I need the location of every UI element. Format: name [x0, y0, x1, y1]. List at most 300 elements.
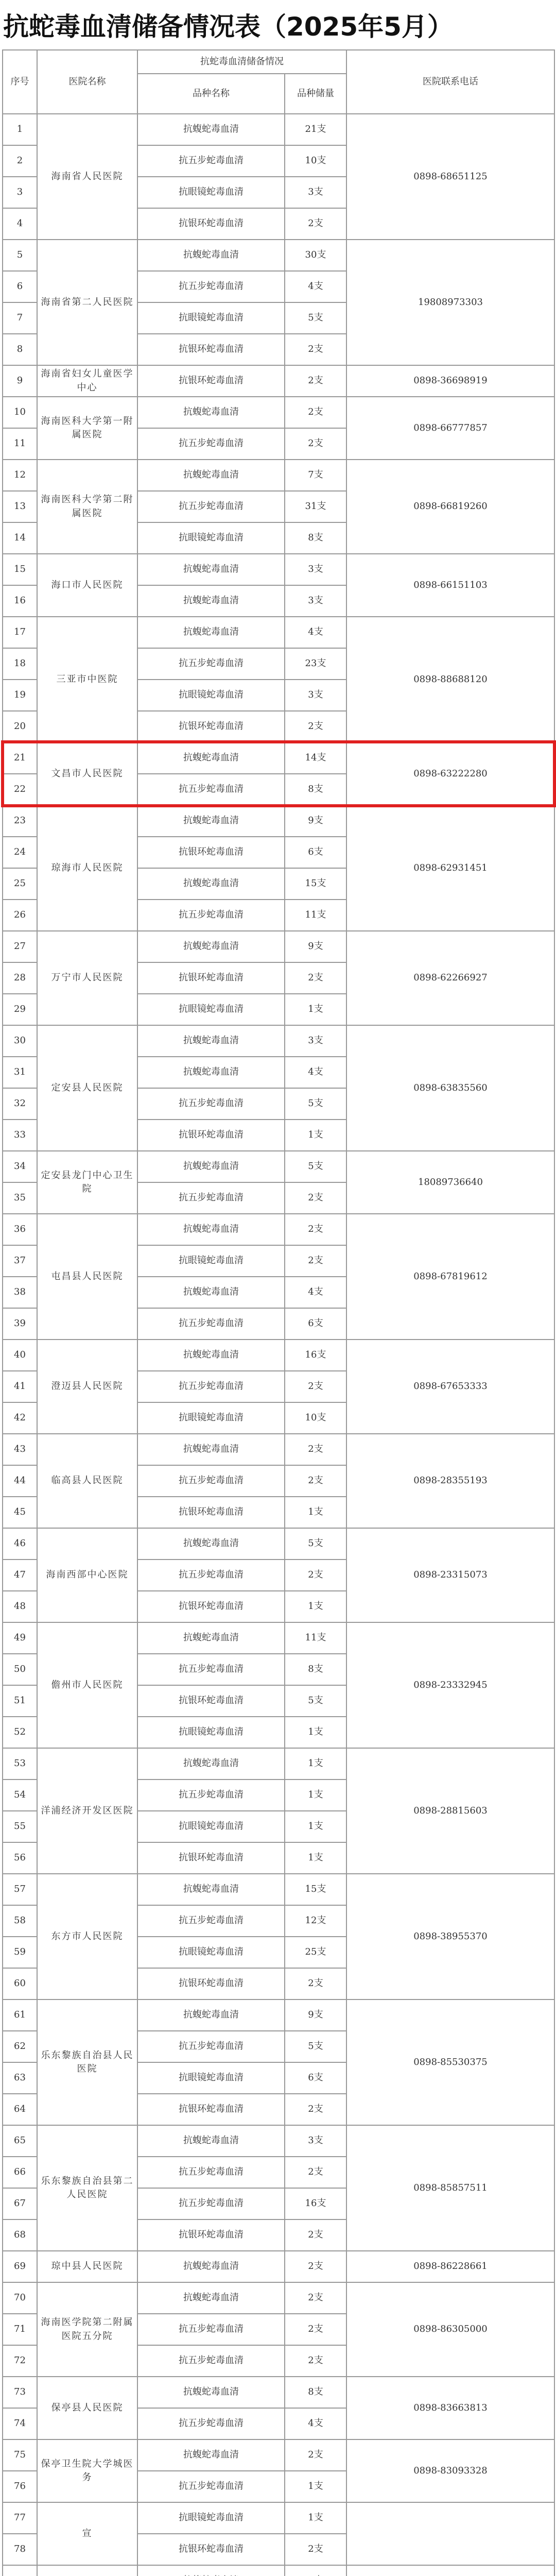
phone-cell: 0898-85530375 [346, 1999, 554, 2125]
seq-cell: 36 [3, 1214, 37, 1245]
stock-cell: 9支 [285, 1999, 346, 2031]
variety-cell: 抗蝮蛇毒血清 [137, 1025, 285, 1057]
stock-cell: 6支 [285, 837, 346, 868]
seq-cell: 15 [3, 554, 37, 585]
seq-cell: 73 [3, 2377, 37, 2408]
phone-cell: 0898-28815603 [346, 1748, 554, 1874]
stock-cell: 4支 [285, 2408, 346, 2439]
serum-reserve-table [2, 49, 555, 2576]
variety-cell: 抗蝮蛇毒血清 [137, 805, 285, 837]
seq-cell: 49 [3, 1622, 37, 1654]
stock-cell: 8支 [285, 774, 346, 805]
stock-cell: 1支 [285, 1811, 346, 1842]
table-row [3, 2502, 554, 2534]
seq-cell: 28 [3, 962, 37, 994]
variety-cell: 抗眼镜蛇毒血清 [137, 1811, 285, 1842]
seq-cell: 18 [3, 648, 37, 680]
seq-cell: 55 [3, 1811, 37, 1842]
seq-cell: 71 [3, 2314, 37, 2345]
variety-cell: 抗蝮蛇毒血清 [137, 460, 285, 491]
stock-cell: 16支 [285, 1340, 346, 1371]
stock-cell: 4支 [285, 271, 346, 302]
variety-cell: 抗银环蛇毒血清 [137, 208, 285, 240]
table-row [3, 397, 554, 428]
stock-cell: 1支 [285, 1717, 346, 1748]
variety-cell: 抗眼镜蛇毒血清 [137, 2502, 285, 2534]
stock-cell: 2支 [285, 2251, 346, 2282]
stock-cell: 7支 [285, 460, 346, 491]
variety-cell: 抗银环蛇毒血清 [137, 1591, 285, 1622]
stock-cell: 6支 [285, 1308, 346, 1340]
table-row [3, 114, 554, 145]
variety-cell: 抗银环蛇毒血清 [137, 1120, 285, 1151]
variety-cell: 抗蝮蛇毒血清 [137, 2125, 285, 2157]
header-phone: 医院联系电话 [346, 50, 554, 114]
seq-cell: 48 [3, 1591, 37, 1622]
seq-cell: 67 [3, 2188, 37, 2219]
seq-cell: 19 [3, 680, 37, 711]
variety-cell: 抗蝮蛇毒血清 [137, 617, 285, 648]
variety-cell: 抗五步蛇毒血清 [137, 774, 285, 805]
seq-cell: 74 [3, 2408, 37, 2439]
variety-cell: 抗蝮蛇毒血清 [137, 1434, 285, 1465]
table-row [3, 365, 554, 397]
phone-cell: 0898-63222280 [346, 742, 554, 805]
phone-cell: 0898-23315073 [346, 1528, 554, 1622]
stock-cell: 2支 [285, 2157, 346, 2188]
phone-cell: 0898-36698919 [346, 365, 554, 397]
stock-cell: 15支 [285, 868, 346, 900]
table-row [3, 2565, 554, 2576]
seq-cell: 4 [3, 208, 37, 240]
variety-cell: 抗眼镜蛇毒血清 [137, 177, 285, 208]
hospital-name-cell: 儋州市人民医院 [37, 1622, 137, 1748]
seq-cell: 30 [3, 1025, 37, 1057]
stock-cell: 2支 [285, 208, 346, 240]
stock-cell: 5支 [285, 2031, 346, 2062]
seq-cell: 39 [3, 1308, 37, 1340]
seq-cell: 35 [3, 1182, 37, 1214]
phone-cell: 0898-66819260 [346, 460, 554, 554]
stock-cell: 1支 [285, 1497, 346, 1528]
variety-cell: 抗眼镜蛇毒血清 [137, 994, 285, 1025]
phone-cell: 0898-62266927 [346, 931, 554, 1025]
table-row [3, 240, 554, 271]
seq-cell: 5 [3, 240, 37, 271]
variety-cell: 抗银环蛇毒血清 [137, 711, 285, 742]
variety-cell: 抗五步蛇毒血清 [137, 271, 285, 302]
stock-cell: 4支 [285, 1057, 346, 1088]
stock-cell: 3支 [285, 2125, 346, 2157]
variety-cell: 抗眼镜蛇毒血清 [137, 1937, 285, 1968]
phone-cell [346, 2565, 554, 2576]
phone-cell: 0898-23332945 [346, 1622, 554, 1748]
table-row [3, 1748, 554, 1780]
stock-cell: 2支 [285, 2439, 346, 2471]
stock-cell [285, 2565, 346, 2576]
stock-cell: 1支 [285, 1591, 346, 1622]
hospital-name-cell: 宣 [37, 2502, 137, 2565]
variety-cell: 抗蝮蛇毒血清 [137, 1277, 285, 1308]
header-hospital: 医院名称 [37, 50, 137, 114]
stock-cell: 2支 [285, 2534, 346, 2565]
variety-cell: 抗银环蛇毒血清 [137, 1685, 285, 1717]
seq-cell: 50 [3, 1654, 37, 1685]
stock-cell: 2支 [285, 1968, 346, 1999]
seq-cell: 51 [3, 1685, 37, 1717]
seq-cell: 41 [3, 1371, 37, 1402]
stock-cell: 2支 [285, 962, 346, 994]
page-title: 抗蛇毒血清储备情况表（2025年5月） [3, 12, 453, 42]
stock-cell: 2支 [285, 2345, 346, 2377]
table-row [3, 1528, 554, 1560]
stock-cell: 25支 [285, 1937, 346, 1968]
stock-cell: 5支 [285, 1088, 346, 1120]
table-row [3, 1340, 554, 1371]
stock-cell: 11支 [285, 900, 346, 931]
header-row-1 [3, 50, 554, 74]
variety-cell: 抗五步蛇毒血清 [137, 648, 285, 680]
hospital-name-cell: 乐东黎族自治县人民医院 [37, 1999, 137, 2125]
stock-cell: 1支 [285, 2502, 346, 2534]
stock-cell: 2支 [285, 397, 346, 428]
variety-cell: 抗五步蛇毒血清 [137, 1905, 285, 1937]
hospital-name-cell [37, 2565, 137, 2576]
variety-cell: 抗五步蛇毒血清 [137, 2314, 285, 2345]
stock-cell: 11支 [285, 1622, 346, 1654]
seq-cell: 13 [3, 491, 37, 522]
stock-cell: 10支 [285, 145, 346, 177]
table-row [3, 931, 554, 962]
table-row [3, 460, 554, 491]
hospital-name-cell: 海南西部中心医院 [37, 1528, 137, 1622]
seq-cell: 75 [3, 2439, 37, 2471]
variety-cell: 抗五步蛇毒血清 [137, 145, 285, 177]
seq-cell: 69 [3, 2251, 37, 2282]
table-row [3, 805, 554, 837]
variety-cell: 抗银环蛇毒血清 [137, 1497, 285, 1528]
variety-cell: 抗蝮蛇毒血清 [137, 1528, 285, 1560]
phone-cell: 0898-62931451 [346, 805, 554, 931]
phone-cell: 0898-63835560 [346, 1025, 554, 1151]
table-row [3, 742, 554, 774]
stock-cell: 8支 [285, 522, 346, 554]
stock-cell: 2支 [285, 1560, 346, 1591]
seq-cell: 29 [3, 994, 37, 1025]
seq-cell: 26 [3, 900, 37, 931]
hospital-name-cell: 乐东黎族自治县第二人民医院 [37, 2125, 137, 2251]
stock-cell: 30支 [285, 240, 346, 271]
hospital-name-cell: 海南省人民医院 [37, 114, 137, 240]
stock-cell: 8支 [285, 1654, 346, 1685]
variety-cell: 抗蝮蛇毒血清 [137, 554, 285, 585]
table-row [3, 1025, 554, 1057]
seq-cell: 58 [3, 1905, 37, 1937]
table-row [3, 2125, 554, 2157]
stock-cell: 3支 [285, 1025, 346, 1057]
variety-cell: 抗蝮蛇毒血清 [137, 1622, 285, 1654]
table-row [3, 1214, 554, 1245]
variety-cell: 抗银环蛇毒血清 [137, 1968, 285, 1999]
hospital-name-cell: 琼海市人民医院 [37, 805, 137, 931]
stock-cell: 15支 [285, 1874, 346, 1905]
variety-cell: 抗蝮蛇毒血清 [137, 1340, 285, 1371]
hospital-name-cell: 保亭县人民医院 [37, 2377, 137, 2439]
seq-cell: 1 [3, 114, 37, 145]
hospital-name-cell: 定安县龙门中心卫生院 [37, 1151, 137, 1214]
stock-cell: 1支 [285, 1780, 346, 1811]
hospital-name-cell: 琼中县人民医院 [37, 2251, 137, 2282]
stock-cell: 4支 [285, 1277, 346, 1308]
table-row [3, 2282, 554, 2314]
variety-cell: 抗眼镜蛇毒血清 [137, 1402, 285, 1434]
variety-cell: 抗五步蛇毒血清 [137, 1182, 285, 1214]
stock-cell: 8支 [285, 2377, 346, 2408]
seq-cell: 33 [3, 1120, 37, 1151]
hospital-name-cell: 海口市人民医院 [37, 554, 137, 617]
variety-cell: 抗银环蛇毒血清 [137, 962, 285, 994]
seq-cell: 17 [3, 617, 37, 648]
stock-cell: 2支 [285, 2282, 346, 2314]
stock-cell: 14支 [285, 742, 346, 774]
hospital-name-cell: 海南医科大学第一附属医院 [37, 397, 137, 460]
seq-cell: 43 [3, 1434, 37, 1465]
seq-cell: 8 [3, 334, 37, 365]
table-row [3, 617, 554, 648]
seq-cell: 70 [3, 2282, 37, 2314]
stock-cell: 3支 [285, 554, 346, 585]
hospital-name-cell: 海南省妇女儿童医学中心 [37, 365, 137, 397]
variety-cell: 抗蝮蛇毒血清 [137, 2282, 285, 2314]
stock-cell: 3支 [285, 680, 346, 711]
phone-cell: 0898-88688120 [346, 617, 554, 742]
seq-cell: 25 [3, 868, 37, 900]
stock-cell: 2支 [285, 1245, 346, 1277]
header-stock: 品种储量 [285, 74, 346, 114]
header-seq: 序号 [3, 50, 37, 114]
table-row [3, 2251, 554, 2282]
seq-cell: 27 [3, 931, 37, 962]
seq-cell: 10 [3, 397, 37, 428]
seq-cell: 40 [3, 1340, 37, 1371]
variety-cell: 抗蝮蛇毒血清 [137, 742, 285, 774]
variety-cell: 抗五步蛇毒血清 [137, 1654, 285, 1685]
variety-cell: 抗蝮蛇毒血清 [137, 1057, 285, 1088]
seq-cell: 78 [3, 2534, 37, 2565]
seq-cell: 60 [3, 1968, 37, 1999]
phone-cell: 0898-83663813 [346, 2377, 554, 2439]
seq-cell: 16 [3, 585, 37, 617]
variety-cell: 抗蝮蛇毒血清 [137, 2251, 285, 2282]
stock-cell: 23支 [285, 648, 346, 680]
seq-cell: 63 [3, 2062, 37, 2094]
variety-cell: 抗五步蛇毒血清 [137, 2345, 285, 2377]
seq-cell: 23 [3, 805, 37, 837]
table-row [3, 1622, 554, 1654]
variety-cell: 抗蝮蛇毒血清 [137, 397, 285, 428]
seq-cell: 38 [3, 1277, 37, 1308]
stock-cell: 2支 [285, 334, 346, 365]
seq-cell: 45 [3, 1497, 37, 1528]
phone-cell: 0898-67819612 [346, 1214, 554, 1340]
stock-cell: 12支 [285, 1905, 346, 1937]
variety-cell: 抗五步蛇毒血清 [137, 1308, 285, 1340]
seq-cell: 53 [3, 1748, 37, 1780]
seq-cell: 72 [3, 2345, 37, 2377]
variety-cell: 抗蝮蛇毒血清 [137, 1151, 285, 1182]
variety-cell: 抗五步蛇毒血清 [137, 2157, 285, 2188]
hospital-name-cell: 文昌市人民医院 [37, 742, 137, 805]
table-row [3, 1874, 554, 1905]
variety-cell: 抗蝮蛇毒血清 [137, 2439, 285, 2471]
phone-cell: 0898-68651125 [346, 114, 554, 240]
phone-cell: 0898-66151103 [346, 554, 554, 617]
stock-cell: 2支 [285, 428, 346, 460]
variety-cell: 抗五步蛇毒血清 [137, 1560, 285, 1591]
variety-cell: 抗蝮蛇毒血清 [137, 868, 285, 900]
variety-cell: 抗蝮蛇毒血清 [137, 114, 285, 145]
table-row [3, 554, 554, 585]
hospital-name-cell: 三亚市中医院 [37, 617, 137, 742]
seq-cell: 37 [3, 1245, 37, 1277]
variety-cell: 抗眼镜蛇毒血清 [137, 1717, 285, 1748]
seq-cell: 11 [3, 428, 37, 460]
seq-cell: 77 [3, 2502, 37, 2534]
stock-cell: 2支 [285, 2094, 346, 2125]
variety-cell: 抗眼镜蛇毒血清 [137, 2062, 285, 2094]
stock-cell: 2支 [285, 1182, 346, 1214]
stock-cell: 1支 [285, 1748, 346, 1780]
seq-cell: 76 [3, 2471, 37, 2502]
variety-cell: 抗蝮蛇毒血清 [137, 240, 285, 271]
table-row [3, 2439, 554, 2471]
variety-cell: 抗五步蛇毒血清 [137, 1088, 285, 1120]
variety-cell: 抗蝮蛇毒血清 [137, 2377, 285, 2408]
variety-cell: 抗五步蛇毒血清 [137, 491, 285, 522]
variety-cell: 抗五步蛇毒血清 [137, 2408, 285, 2439]
seq-cell: 44 [3, 1465, 37, 1497]
variety-cell: 抗五步蛇毒血清 [137, 2471, 285, 2502]
phone-cell: 0898-86228661 [346, 2251, 554, 2282]
variety-cell: 抗蝮蛇毒血清 [137, 931, 285, 962]
table-row [3, 1151, 554, 1182]
stock-cell: 1支 [285, 994, 346, 1025]
phone-cell: 0898-66777857 [346, 397, 554, 460]
hospital-name-cell: 东方市人民医院 [37, 1874, 137, 1999]
hospital-name-cell: 屯昌县人民医院 [37, 1214, 137, 1340]
seq-cell: 34 [3, 1151, 37, 1182]
phone-cell: 0898-85857511 [346, 2125, 554, 2251]
variety-cell: 抗蝮蛇毒血清 [137, 1874, 285, 1905]
seq-cell: 56 [3, 1842, 37, 1874]
seq-cell: 6 [3, 271, 37, 302]
stock-cell: 21支 [285, 114, 346, 145]
phone-cell: 0898-38955370 [346, 1874, 554, 1999]
table-row [3, 1434, 554, 1465]
variety-cell: 抗银环蛇毒血清 [137, 1842, 285, 1874]
variety-cell: 抗五步蛇毒血清 [137, 2031, 285, 2062]
stock-cell: 1支 [285, 1120, 346, 1151]
seq-cell [3, 2565, 37, 2576]
stock-cell: 2支 [285, 1214, 346, 1245]
stock-cell: 1支 [285, 2471, 346, 2502]
seq-cell: 14 [3, 522, 37, 554]
seq-cell: 61 [3, 1999, 37, 2031]
variety-cell: 抗五步蛇毒血清 [137, 1780, 285, 1811]
hospital-name-cell: 定安县人民医院 [37, 1025, 137, 1151]
seq-cell: 52 [3, 1717, 37, 1748]
phone-cell: 0898-28355193 [346, 1434, 554, 1528]
phone-cell: 0898-86305000 [346, 2282, 554, 2377]
table-row [3, 2377, 554, 2408]
stock-cell: 2支 [285, 365, 346, 397]
seq-cell: 7 [3, 302, 37, 334]
stock-cell: 2支 [285, 2219, 346, 2251]
seq-cell: 20 [3, 711, 37, 742]
variety-cell: 抗银环蛇毒血清 [137, 2094, 285, 2125]
stock-cell: 5支 [285, 1528, 346, 1560]
hospital-name-cell: 洋浦经济开发区医院 [37, 1748, 137, 1874]
variety-cell: 抗银环蛇毒血清 [137, 837, 285, 868]
variety-cell: 抗眼镜蛇毒血清 [137, 680, 285, 711]
variety-cell: 抗五步蛇毒血清 [137, 900, 285, 931]
stock-cell: 5支 [285, 1685, 346, 1717]
variety-cell: 抗五步蛇毒血清 [137, 1371, 285, 1402]
seq-cell: 65 [3, 2125, 37, 2157]
seq-cell: 12 [3, 460, 37, 491]
seq-cell: 59 [3, 1937, 37, 1968]
variety-cell: 抗五步蛇毒血清 [137, 1465, 285, 1497]
phone-cell: 18089736640 [346, 1151, 554, 1214]
variety-cell: 抗五步蛇毒血清 [137, 428, 285, 460]
seq-cell: 68 [3, 2219, 37, 2251]
table-row [3, 1999, 554, 2031]
stock-cell: 3支 [285, 177, 346, 208]
stock-cell: 4支 [285, 617, 346, 648]
seq-cell: 2 [3, 145, 37, 177]
seq-cell: 22 [3, 774, 37, 805]
stock-cell: 16支 [285, 2188, 346, 2219]
hospital-name-cell: 万宁市人民医院 [37, 931, 137, 1025]
hospital-name-cell: 临高县人民医院 [37, 1434, 137, 1528]
seq-cell: 42 [3, 1402, 37, 1434]
header-variety: 品种名称 [137, 74, 285, 114]
variety-cell: 抗蝮蛇毒血清 [137, 1748, 285, 1780]
stock-cell: 5支 [285, 1151, 346, 1182]
phone-cell [346, 2502, 554, 2565]
hospital-name-cell: 保亭卫生院大学城医务 [37, 2439, 137, 2502]
header-group: 抗蛇毒血清储备情况 [137, 50, 346, 74]
seq-cell: 21 [3, 742, 37, 774]
hospital-name-cell: 海南省第二人民医院 [37, 240, 137, 365]
stock-cell: 3支 [285, 585, 346, 617]
hospital-name-cell: 海南医学院第二附属医院五分院 [37, 2282, 137, 2377]
stock-cell: 2支 [285, 1465, 346, 1497]
seq-cell: 9 [3, 365, 37, 397]
stock-cell: 5支 [285, 302, 346, 334]
stock-cell: 2支 [285, 711, 346, 742]
stock-cell: 2支 [285, 1434, 346, 1465]
seq-cell: 47 [3, 1560, 37, 1591]
stock-cell: 31支 [285, 491, 346, 522]
variety-cell: 抗五步蛇毒血清 [137, 2188, 285, 2219]
stock-cell: 2支 [285, 1371, 346, 1402]
seq-cell: 3 [3, 177, 37, 208]
seq-cell: 62 [3, 2031, 37, 2062]
hospital-name-cell: 澄迈县人民医院 [37, 1340, 137, 1434]
stock-cell: 2支 [285, 2314, 346, 2345]
variety-cell [137, 2565, 285, 2576]
